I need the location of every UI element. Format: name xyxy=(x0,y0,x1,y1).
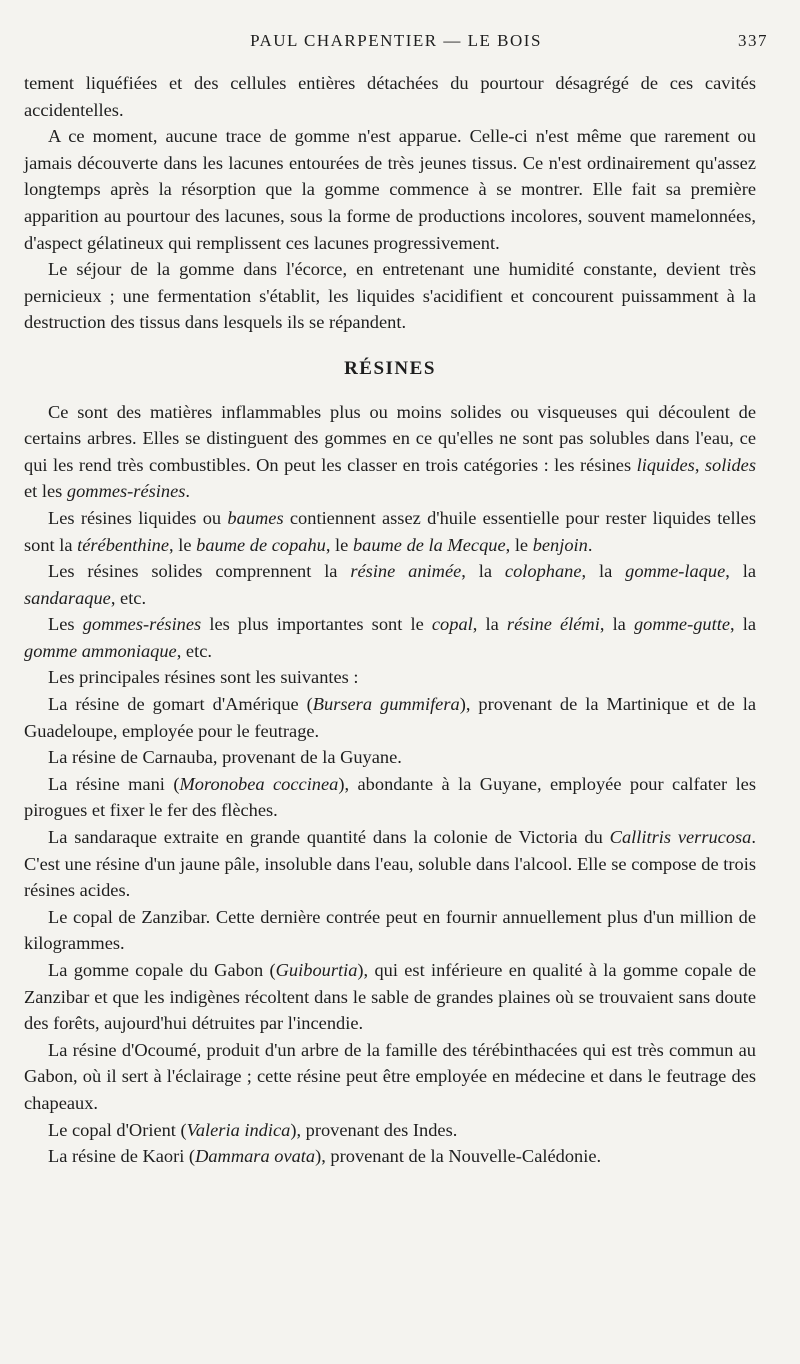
paragraph-gommes-resines: Les gommes-résines les plus importantes sont le copal, la résine élémi, la gomme-gutte, la gomme ammoniaque, etc. xyxy=(24,614,757,661)
paragraph-continued: tement liquéfiées et des cellules entières détachées du pourtour désagrégé de ces cavités accidentelles. xyxy=(24,73,756,120)
running-head xyxy=(24,31,768,53)
paragraph-gomme-apparition: A ce moment, aucune trace de gomme n'est apparue. Celle-ci n'est même que rarement ou jamais découverte dans les lacunes entourées de très jeunes tissus. Ce n'est ordinairement qu'assez longtemps après la résorption que la gomme commence à se montrer. Elle fait sa première apparition au pourtour des lacunes, sous la forme de productions incolores, souvent mamelonnées, d'aspect gélatineux qui remplissent ces lacunes progressivement. xyxy=(24,126,756,253)
paragraph-resines-liquides: Les résines liquides ou baumes contiennent assez d'huile essentielle pour rester liquides telles sont la térébenthine, le baume de copahu, le baume de la Mecque, le benjoin. xyxy=(24,507,757,555)
paragraph-gomme-ecorce: Le séjour de la gomme dans l'écorce, en entretenant une humidité constante, devient très pernicieux ; une fermentation s'établit, les liquides s'acidifient et concourent puissamment à la destruction des tissus dans lesquels ils se répandent. xyxy=(24,259,756,333)
resin-entry-gomme-copale-gabon: La gomme copale du Gabon (Guibourtia), qui est inférieure en qualité à la gomme copale de Zanzibar et que les indigènes récoltent dans le sable de grandes plaines où se trouvaient sans doute des forêts, aujourd'hui détruites par l'incendie. xyxy=(24,960,756,1034)
resin-entry-copal-orient: Le copal d'Orient (Valeria indica), provenant des Indes. xyxy=(48,1119,458,1140)
paragraph-resines-definition: Ce sont des matières inflammables plus ou moins solides ou visqueuses qui découlent de certains arbres. Elles se distinguent des gommes en ce qu'elles ne sont pas solubles dans l'eau, ce qui les rend très combustibles. On peut les classer en trois catégories : les résines liquides, solides et les gommes-résines. xyxy=(24,401,756,502)
resin-entry-gomart: La résine de gomart d'Amérique (Bursera gummifera), provenant de la Martinique et de la Guadeloupe, employée pour le feutrage. xyxy=(24,694,756,741)
resin-entry-carnauba: La résine de Carnauba, provenant de la Guyane. xyxy=(48,747,402,768)
body-text xyxy=(24,70,756,1170)
resin-entry-ocoume: La résine d'Ocoumé, produit d'un arbre de la famille des térébinthacées qui est très commun au Gabon, où il sert à l'éclairage ; cette résine peut être employée en médecine et dans le feutrage des chapeaux. xyxy=(24,1039,756,1113)
running-title: PAUL CHARPENTIER — LE BOIS xyxy=(250,31,542,50)
paragraph-principales: Les principales résines sont les suivantes : xyxy=(48,667,359,688)
page-number: 337 xyxy=(738,31,768,50)
resin-entry-kaori: La résine de Kaori (Dammara ovata), provenant de la Nouvelle-Calédonie. xyxy=(48,1146,602,1167)
resin-entry-sandaraque: La sandaraque extraite en grande quantité dans la colonie de Victoria du Callitris verrucosa. C'est une résine d'un jaune pâle, insoluble dans l'eau, soluble dans l'alcool. Elle se compose de trois résines acides. xyxy=(24,827,756,901)
section-heading: RÉSINES xyxy=(344,357,436,379)
paragraph-resines-solides: Les résines solides comprennent la résine animée, la colophane, la gomme-laque, la sandaraque, etc. xyxy=(24,561,756,608)
resin-entry-copal-zanzibar: Le copal de Zanzibar. Cette dernière contrée peut en fournir annuellement plus d'un million de kilogrammes. xyxy=(24,906,756,954)
resin-entry-mani: La résine mani (Moronobea coccinea), abondante à la Guyane, employée pour calfater les pirogues et fixer le fer des flèches. xyxy=(24,773,756,821)
